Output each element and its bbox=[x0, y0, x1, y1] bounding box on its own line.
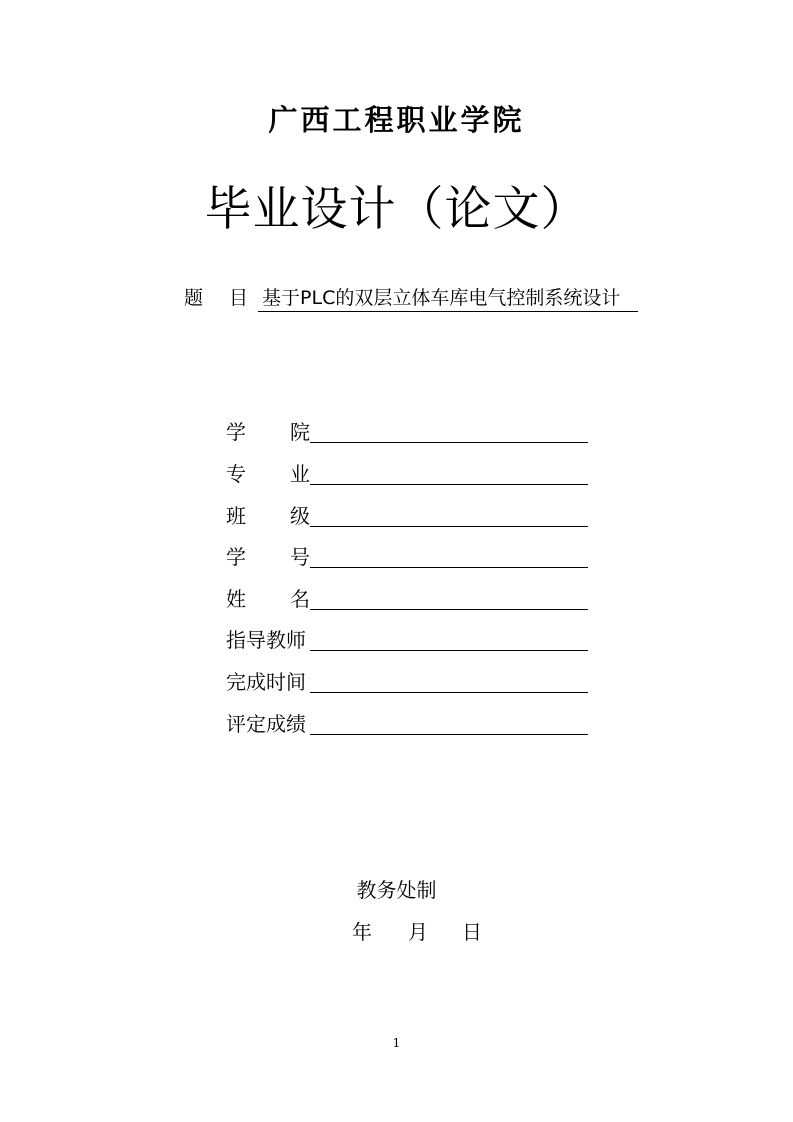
field-line[interactable] bbox=[310, 567, 588, 568]
field-label: 姓 名 bbox=[226, 587, 310, 611]
field-label: 评定成绩 bbox=[226, 712, 306, 736]
field-label: 专 业 bbox=[226, 462, 310, 486]
field-label: 学 号 bbox=[226, 545, 310, 569]
document-title: 毕业设计（论文） bbox=[204, 182, 589, 237]
topic-value: 基于PLC的双层立体车库电气控制系统设计 bbox=[258, 283, 638, 312]
field-line[interactable] bbox=[310, 692, 588, 693]
topic-label: 题 目 bbox=[184, 287, 259, 309]
school-name: 广西工程职业学院 bbox=[268, 103, 525, 137]
field-line[interactable] bbox=[310, 442, 588, 443]
field-label: 班 级 bbox=[226, 504, 310, 528]
field-label: 指导教师 bbox=[226, 628, 306, 652]
page-number: 1 bbox=[392, 1036, 401, 1050]
issuing-office: 教务处制 bbox=[356, 878, 437, 902]
field-line[interactable] bbox=[310, 650, 588, 651]
field-line[interactable] bbox=[310, 609, 588, 610]
date-day: 日 bbox=[462, 920, 482, 944]
field-line[interactable] bbox=[310, 526, 588, 527]
topic-row bbox=[184, 283, 638, 312]
field-label: 完成时间 bbox=[226, 670, 306, 694]
field-line[interactable] bbox=[310, 734, 588, 735]
field-line[interactable] bbox=[310, 484, 588, 485]
field-label: 学 院 bbox=[226, 420, 310, 444]
date-month: 月 bbox=[408, 920, 428, 944]
date-year: 年 bbox=[352, 920, 372, 944]
